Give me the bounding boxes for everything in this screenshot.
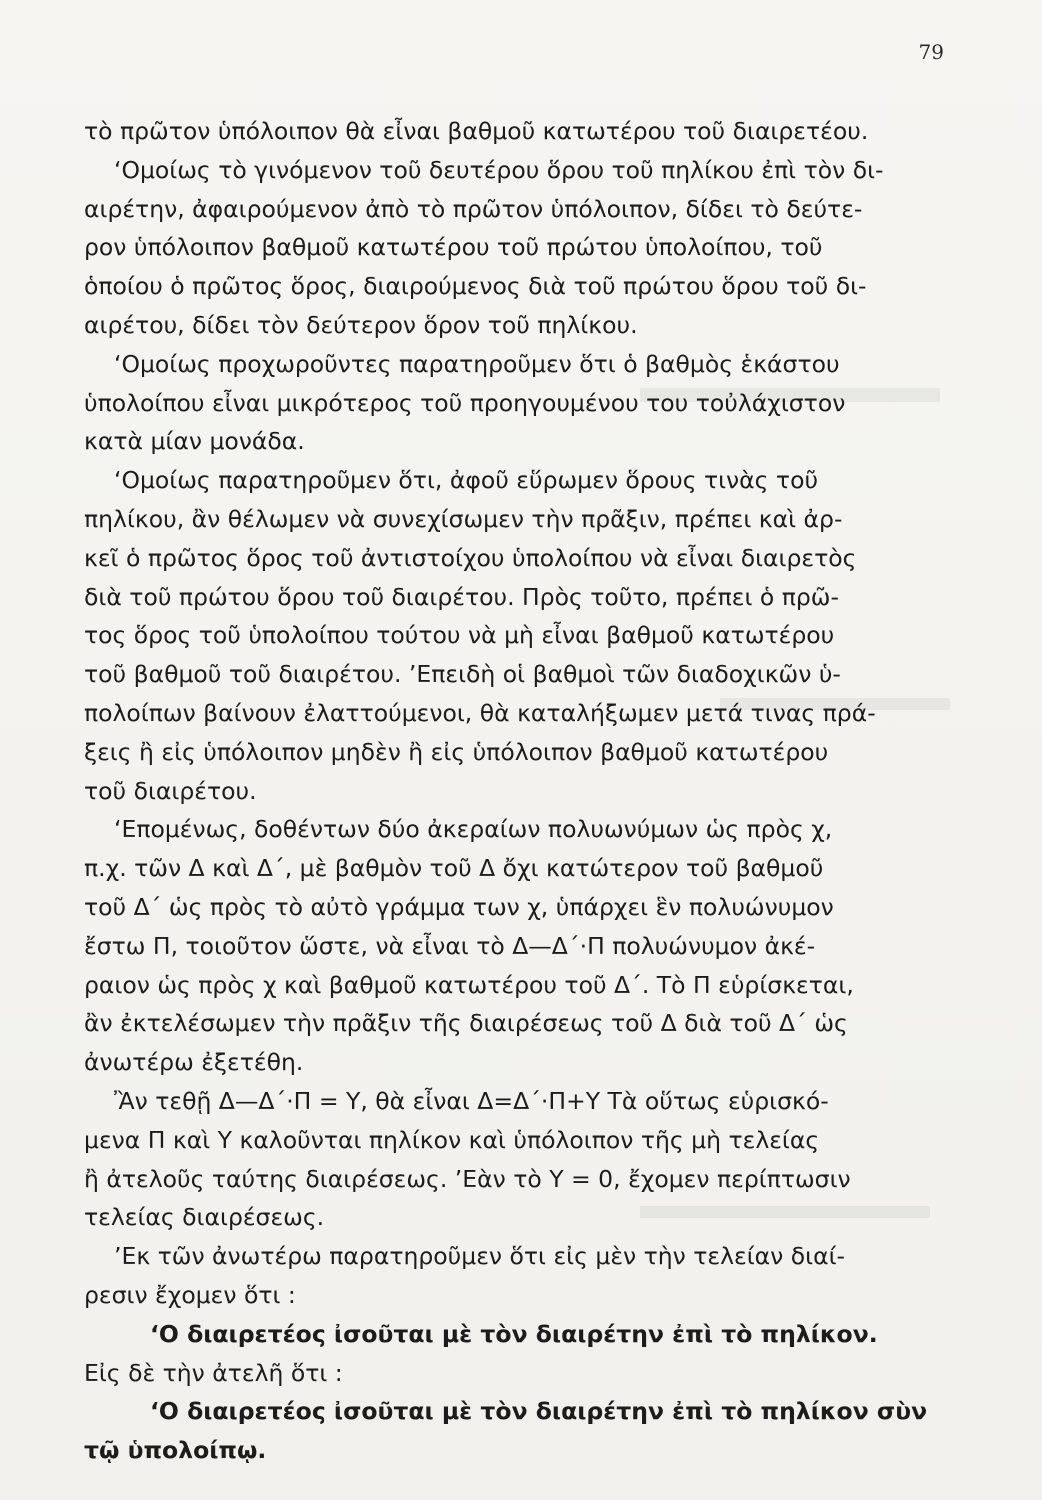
text-line-bold: ‘Ο διαιρετέος ἰσοῦται μὲ τὸν διαιρέτην ἐπὶ τὸ πηλίκον σὺν (150, 1397, 928, 1426)
text-line-bold: ‘Ο διαιρετέος ἰσοῦται μὲ τὸν διαιρέτην ἐπὶ τὸ πηλίκον. (150, 1319, 878, 1348)
text-line: τοῦ Δ΄ ὡς πρὸς τὸ αὐτὸ γράμμα των χ, ὑπάρχει ἓν πολυώνυμον (84, 892, 834, 921)
text-line: ὁποίου ὁ πρῶτος ὅρος, διαιρούμενος διὰ τοῦ πρώτου ὅρου τοῦ δι- (84, 272, 867, 301)
text-line: διὰ τοῦ πρώτου ὅρου τοῦ διαιρέτου. Πρὸς τοῦτο, πρέπει ὁ πρῶ- (84, 582, 839, 611)
text-line: κατὰ μίαν μονάδα. (84, 427, 305, 456)
text-line: τὸ πρῶτον ὑπόλοιπον θὰ εἶναι βαθμοῦ κατωτέρου τοῦ διαιρετέου. (84, 117, 869, 145)
text-line: ’Εκ τῶν ἀνωτέρω παρατηροῦμεν ὅτι εἰς μὲν τὴν τελείαν διαί- (114, 1242, 846, 1271)
text-line: π.χ. τῶν Δ καὶ Δ΄, μὲ βαθμὸν τοῦ Δ ὄχι κατώτερον τοῦ βαθμοῦ (84, 854, 824, 883)
text-line-bold: τῷ ὑπολοίπῳ. (84, 1436, 267, 1465)
text-line: ‘Ομοίως τὸ γινόμενον τοῦ δευτέρου ὅρου τοῦ πηλίκου ἐπὶ τὸν δι- (114, 155, 884, 184)
body-text (84, 112, 960, 1470)
text-line: τοῦ βαθμοῦ τοῦ διαιρέτου. ’Επειδὴ οἱ βαθμοὶ τῶν διαδοχικῶν ὑ- (84, 660, 841, 689)
text-line: πολοίπων βαίνουν ἐλαττούμενοι, θὰ καταλήξωμεν μετά τινας πρά- (84, 698, 876, 727)
text-line: Εἰς δὲ τὴν ἀτελῆ ὅτι : (84, 1358, 343, 1387)
text-line: τος ὅρος τοῦ ὑπολοίπου τούτου νὰ μὴ εἶναι βαθμοῦ κατωτέρου (84, 621, 835, 650)
text-line: τελείας διαιρέσεως. (84, 1203, 325, 1232)
text-line: πηλίκου, ἂν θέλωμεν νὰ συνεχίσωμεν τὴν πρᾶξιν, πρέπει καὶ ἀρ- (84, 504, 843, 533)
text-line: ραιον ὡς πρὸς χ καὶ βαθμοῦ κατωτέρου τοῦ Δ΄. Τὸ Π εὑρίσκεται, (84, 970, 854, 999)
text-line: μενα Π καὶ Υ καλοῦνται πηλίκον καὶ ὑπόλοιπον τῆς μὴ τελείας (84, 1125, 820, 1154)
text-line: ὑπολοίπου εἶναι μικρότερος τοῦ προηγουμένου του τοὐλάχιστον (84, 388, 846, 417)
text-line: αιρέτην, ἀφαιρούμενον ἀπὸ τὸ πρῶτον ὑπόλοιπον, δίδει τὸ δεύτε- (84, 194, 863, 223)
text-line: ἔστω Π, τοιοῦτον ὥστε, νὰ εἶναι τὸ Δ—Δ΄·Π πολυώνυμον ἀκέ- (84, 931, 816, 960)
text-line: ρεσιν ἔχομεν ὅτι : (84, 1280, 296, 1309)
text-line: ρον ὑπόλοιπον βαθμοῦ κατωτέρου τοῦ πρώτου ὑπολοίπου, τοῦ (84, 233, 823, 262)
text-line: αιρέτου, δίδει τὸν δεύτερον ὅρον τοῦ πηλίκου. (84, 310, 638, 339)
text-line: ἢ ἀτελοῦς ταύτης διαιρέσεως. ’Εὰν τὸ Υ = 0, ἔχομεν περίπτωσιν (84, 1164, 851, 1193)
text-line: κεῖ ὁ πρῶτος ὅρος τοῦ ἀντιστοίχου ὑπολοίπου νὰ εἶναι διαιρετὸς (84, 543, 857, 572)
text-line: ‘Ομοίως παρατηροῦμεν ὅτι, ἀφοῦ εὕρωμεν ὅρους τινὰς τοῦ (114, 466, 819, 495)
text-line: ‘Ομοίως προχωροῦντες παρατηροῦμεν ὅτι ὁ βαθμὸς ἑκάστου (114, 349, 840, 378)
text-line: ἂν ἐκτελέσωμεν τὴν πρᾶξιν τῆς διαιρέσεως τοῦ Δ διὰ τοῦ Δ΄ ὡς (84, 1009, 848, 1038)
page-number: 79 (918, 40, 944, 64)
text-line: τοῦ διαιρέτου. (84, 776, 257, 805)
text-line: Ἂν τεθῇ Δ—Δ΄·Π = Υ, θὰ εἶναι Δ=Δ΄·Π+Υ Τὰ οὕτως εὑρισκό- (114, 1086, 829, 1115)
text-line: ξεις ἢ εἰς ὑπόλοιπον μηδὲν ἢ εἰς ὑπόλοιπον βαθμοῦ κατωτέρου (84, 737, 829, 766)
text-line: ‘Επομένως, δοθέντων δύο ἀκεραίων πολυωνύμων ὡς πρὸς χ, (114, 815, 833, 844)
text-line: ἀνωτέρω ἐξετέθη. (84, 1048, 304, 1077)
